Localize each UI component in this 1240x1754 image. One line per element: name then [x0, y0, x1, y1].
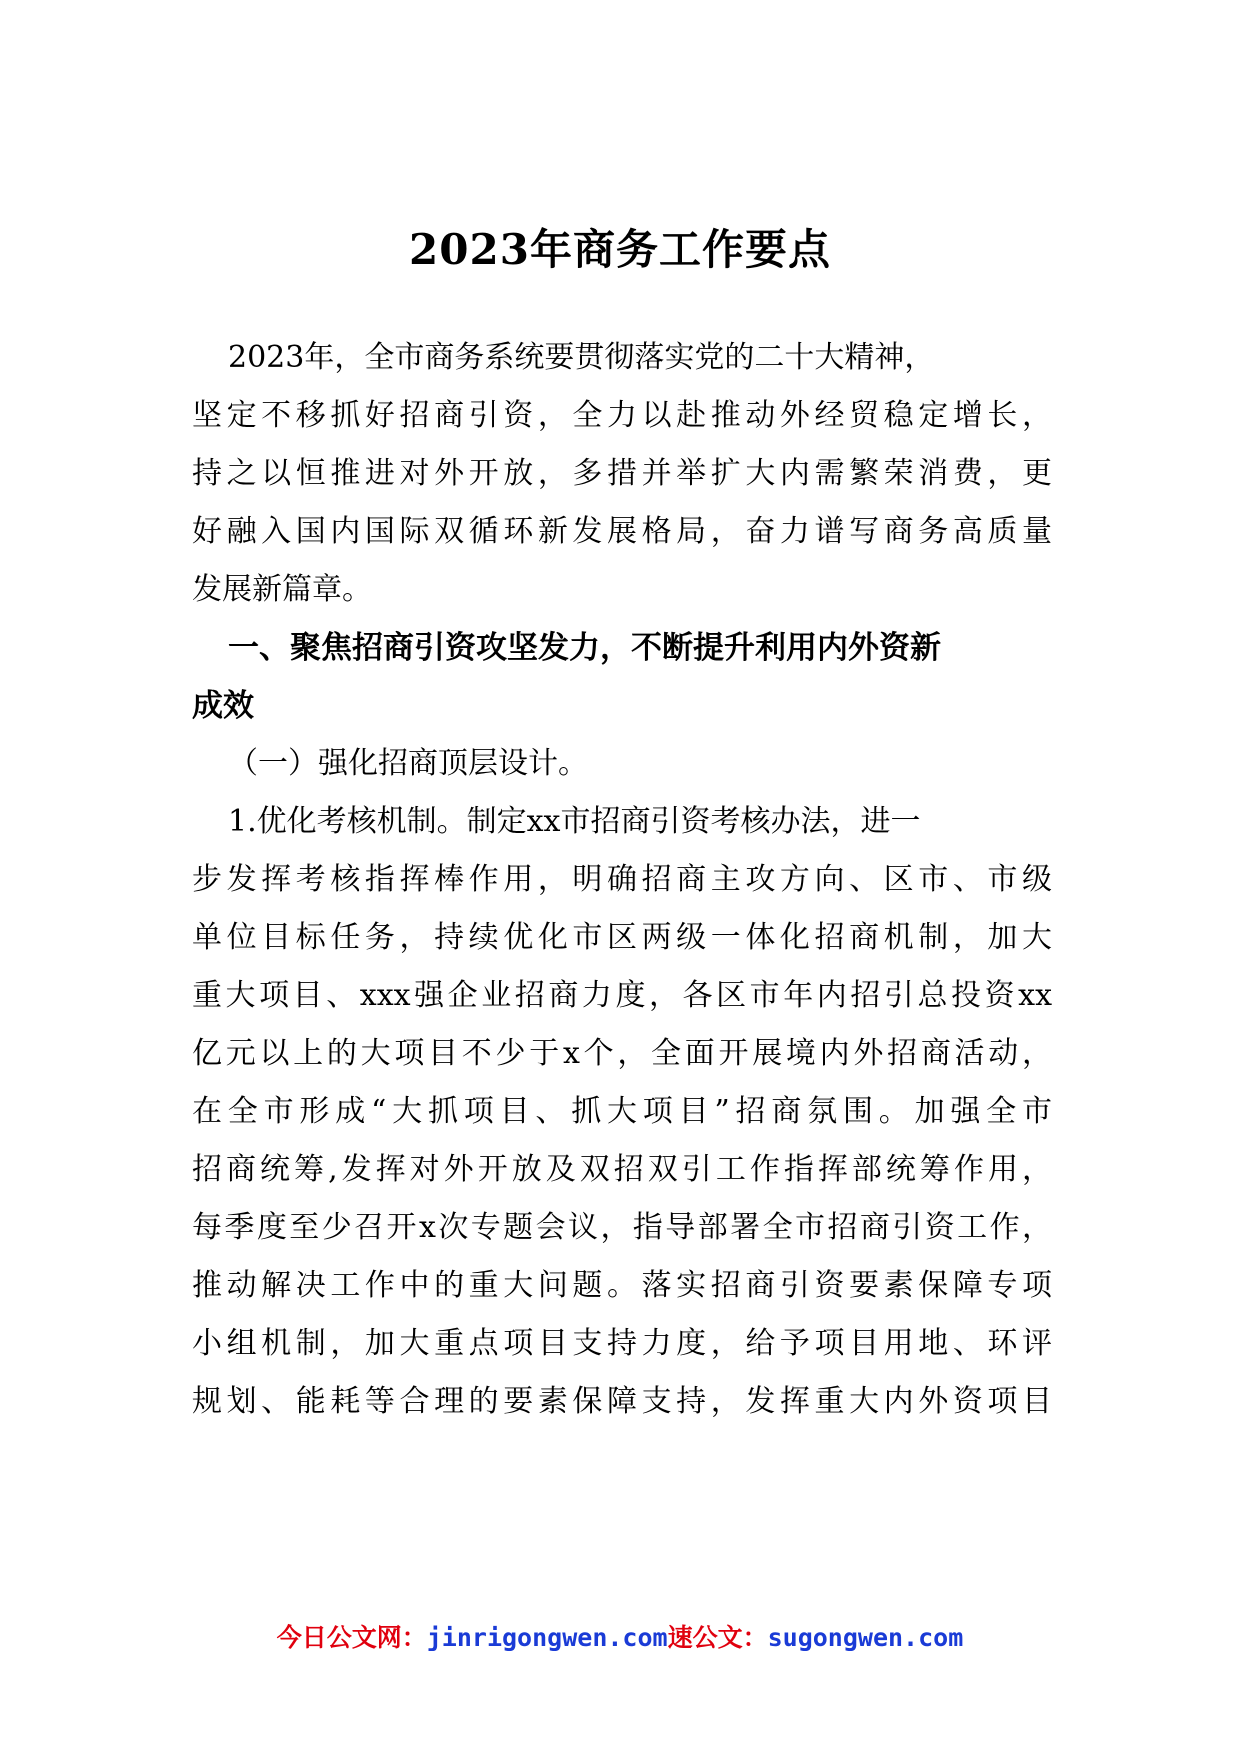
section-heading: 一、聚焦招商引资攻坚发力，不断提升利用内外资新 — [228, 630, 941, 666]
footer-watermark — [0, 1620, 1240, 1656]
paragraph-line: 招商统筹,发挥对外开放及双招双引工作指挥部统筹作用， — [192, 1152, 1052, 1187]
paragraph-line: 持之以恒推进对外开放，多措并举扩大内需繁荣消费，更 — [192, 456, 1052, 491]
paragraph-line: 在全市形成“大抓项目、抓大项目”招商氛围。加强全市 — [192, 1094, 1052, 1129]
footer-link-site[interactable]: jinrigongwen.com — [426, 1623, 668, 1652]
paragraph-line: 亿元以上的大项目不少于x个，全面开展境内外招商活动， — [192, 1036, 1052, 1071]
footer-label-site: 今日公文网： — [276, 1623, 427, 1652]
paragraph-line: 重大项目、xxx强企业招商力度，各区市年内招引总投资xx — [192, 978, 1052, 1013]
paragraph-line: 坚定不移抓好招商引资，全力以赴推动外经贸稳定增长， — [192, 398, 1052, 433]
paragraph-line: 小组机制，加大重点项目支持力度，给予项目用地、环评 — [192, 1326, 1052, 1361]
section-heading: 成效 — [192, 688, 254, 724]
paragraph-line: 单位目标任务，持续优化市区两级一体化招商机制，加大 — [192, 920, 1052, 955]
paragraph-line: 每季度至少召开x次专题会议，指导部署全市招商引资工作， — [192, 1210, 1052, 1245]
footer-label-brand: 速公文： — [667, 1623, 768, 1652]
subsection-heading: （一）强化招商顶层设计。 — [228, 746, 588, 781]
document-title: 2023年商务工作要点 — [409, 225, 831, 274]
paragraph-line: 好融入国内国际双循环新发展格局，奋力谱写商务高质量 — [192, 514, 1052, 549]
paragraph-line: 推动解决工作中的重大问题。落实招商引资要素保障专项 — [192, 1268, 1052, 1303]
paragraph-line: 步发挥考核指挥棒作用，明确招商主攻方向、区市、市级 — [192, 862, 1052, 897]
paragraph-line: 发展新篇章。 — [192, 572, 372, 607]
paragraph-line: 规划、能耗等合理的要素保障支持，发挥重大内外资项目 — [192, 1384, 1052, 1419]
paragraph-line: 2023年，全市商务系统要贯彻落实党的二十大精神， — [228, 340, 935, 375]
paragraph-line: 1.优化考核机制。制定xx市招商引资考核办法，进一 — [228, 804, 921, 839]
footer-link-brand[interactable]: sugongwen.com — [767, 1623, 964, 1652]
